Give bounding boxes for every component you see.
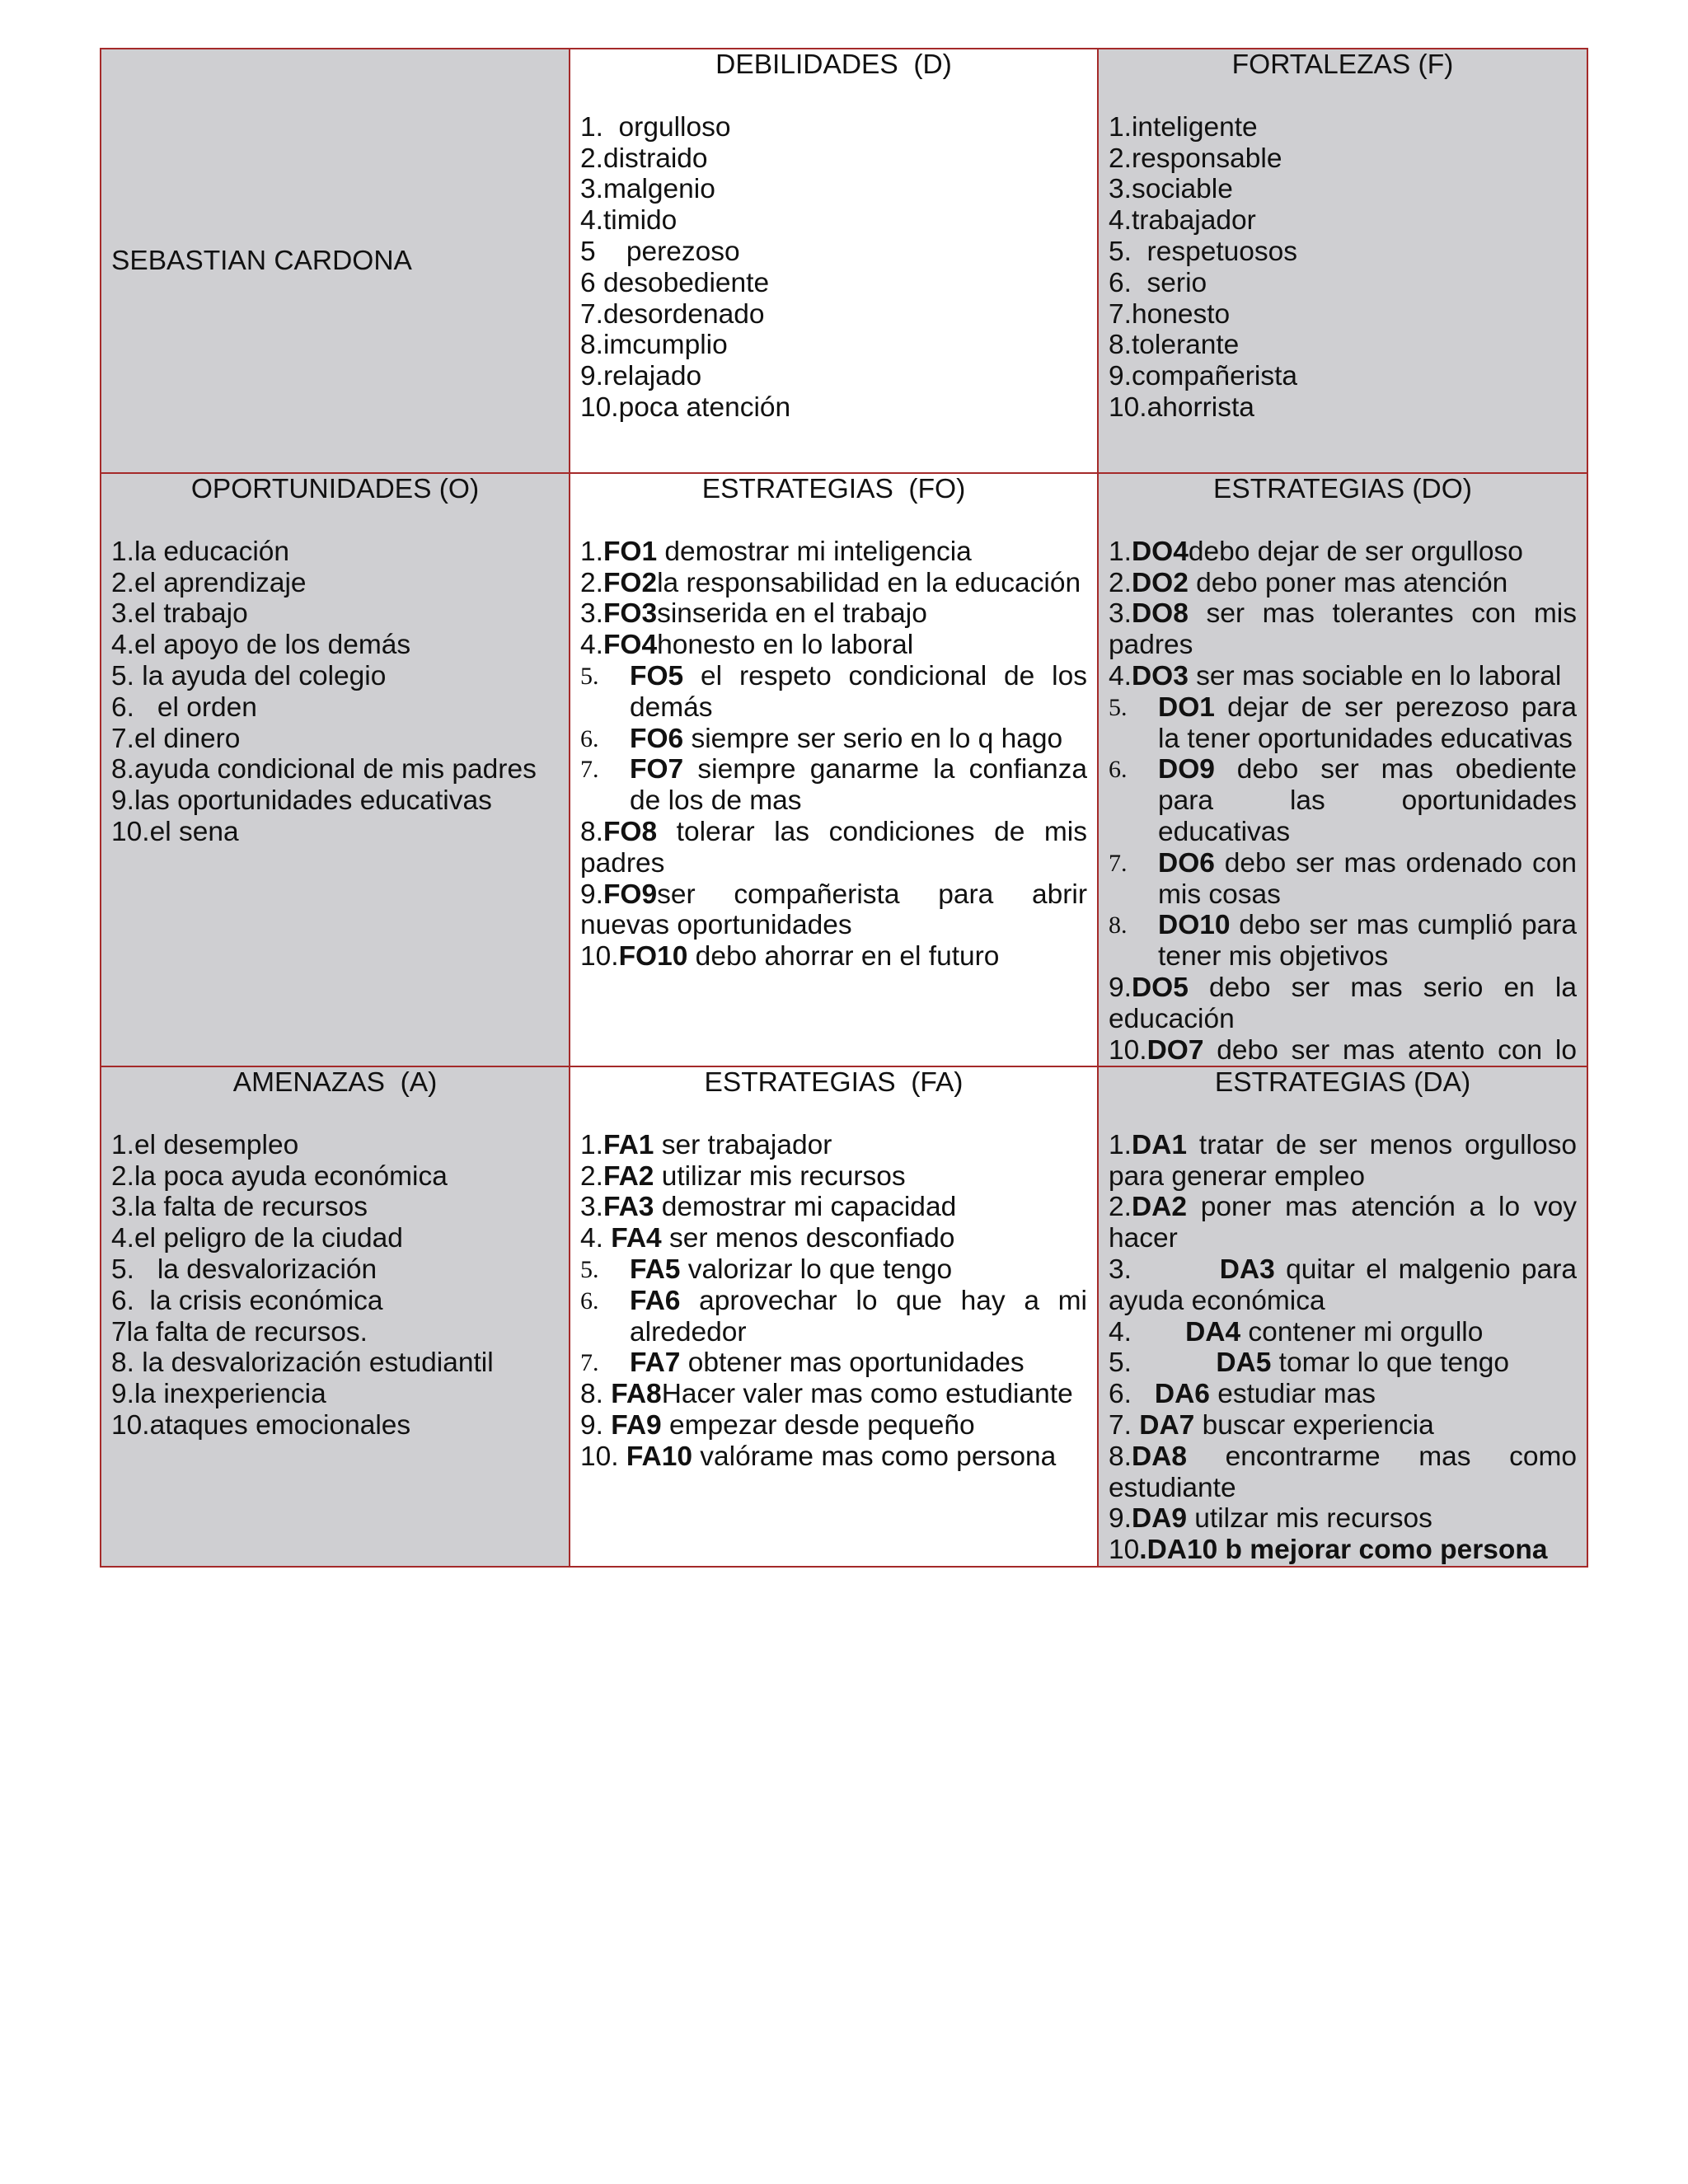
strategy-code: DO9 [1158, 754, 1215, 785]
item-prefix: 10 [1109, 1535, 1140, 1566]
item-prefix: 9. [580, 879, 603, 910]
strategy-code: FO2 [603, 567, 658, 598]
strategy-item [1109, 1130, 1577, 1193]
item-prefix: 9. [1109, 972, 1132, 1003]
list-item: 10.el sena [111, 816, 239, 847]
strategy-item [1109, 1254, 1577, 1317]
strategy-text: ser menos desconfiado [661, 1223, 955, 1254]
strategy-code: FO8 [603, 816, 658, 847]
list-item: 4.trabajador [1109, 205, 1256, 237]
item-prefix: 3. [580, 1192, 603, 1223]
item-number: 6. [1109, 756, 1128, 784]
strategy-text: siempre ser serio en lo q hago [683, 723, 1063, 754]
strategy-item [580, 1379, 1087, 1410]
strategy-code: DA6 [1154, 1379, 1210, 1410]
list-item: 10.ahorrista [1109, 391, 1254, 423]
item-prefix: 1. [1109, 536, 1132, 567]
strategy-code: FO5 [630, 660, 684, 691]
item-prefix: 2. [1109, 1192, 1132, 1223]
list-item: 5. respetuosos [1109, 236, 1298, 267]
strategy-item [580, 1192, 1087, 1223]
item-prefix: 1. [1109, 1129, 1132, 1160]
strategy-text: debo ser mas obediente para las oportunidades educativas [1158, 754, 1577, 847]
list-item: 6. el orden [111, 691, 257, 723]
strategy-item [1109, 1441, 1577, 1504]
item-number: 7. [580, 1349, 599, 1377]
foda-matrix [100, 48, 1588, 1568]
list-item: 2.el aprendizaje [111, 567, 307, 598]
fa-header: ESTRATEGIAS (FA) [704, 1067, 964, 1098]
fortalezas-list [1109, 112, 1577, 424]
strategy-code: DO3 [1131, 660, 1189, 691]
strategy-item [1109, 1535, 1577, 1566]
strategy-text: honesto en lo laboral [657, 630, 914, 661]
strategy-text: la responsabilidad en la educación [657, 567, 1081, 598]
strategy-item [1109, 910, 1577, 972]
strategy-text: el respeto condicional de los demás [630, 660, 1087, 723]
da-header: ESTRATEGIAS (DA) [1214, 1067, 1471, 1098]
strategy-text: aprovechar lo que hay a mi alrededor [630, 1285, 1087, 1347]
strategy-item [1109, 1379, 1577, 1410]
item-prefix: 2. [580, 1160, 603, 1192]
strategy-text: ser compañerista para abrir nuevas oportunidades [580, 879, 1087, 941]
strategy-code: FO6 [630, 723, 684, 754]
list-item: 8.tolerante [1109, 330, 1240, 361]
name-cell [101, 49, 570, 474]
list-item: 8.imcumplio [580, 330, 728, 361]
strategy-text: debo poner mas atención [1188, 567, 1508, 598]
strategy-code: DA2 [1131, 1192, 1187, 1223]
strategy-code: DO1 [1158, 691, 1215, 723]
list-item: 3.la falta de recursos [111, 1192, 368, 1223]
strategy-code: DA7 [1139, 1409, 1195, 1441]
strategy-code: DA3 [1219, 1254, 1275, 1285]
list-item: 9.las oportunidades educativas [111, 785, 492, 817]
strategy-text: valorizar lo que tengo [680, 1254, 953, 1285]
list-item: 7la falta de recursos. [111, 1316, 368, 1347]
strategy-code: FO3 [603, 598, 658, 630]
fo-header: ESTRATEGIAS (FO) [701, 474, 966, 504]
list-item: 8.ayuda condicional de mis padres [111, 754, 537, 785]
strategy-item [580, 661, 1087, 724]
strategy-item [1109, 692, 1577, 755]
item-prefix: 4. [1109, 660, 1132, 691]
strategy-code: DO4 [1131, 536, 1189, 567]
list-item: 2.distraido [580, 143, 708, 174]
strategy-text: tratar de ser menos orgulloso para generar empleo [1109, 1129, 1577, 1192]
strategy-text: obtener mas oportunidades [680, 1347, 1025, 1379]
strategy-item [580, 941, 1087, 972]
list-item: 10.poca atención [580, 391, 791, 423]
strategy-item [580, 1161, 1087, 1193]
strategy-item [1109, 1192, 1577, 1254]
list-item: 9.relajado [580, 361, 702, 392]
strategy-item [580, 724, 1087, 755]
strategy-code: .DA10 b mejorar como persona [1139, 1535, 1548, 1566]
strategy-item [580, 630, 1087, 661]
item-number: 7. [580, 756, 599, 784]
list-item: 3.el trabajo [111, 598, 248, 630]
item-number: 6. [580, 724, 599, 752]
list-item: 10.ataques emocionales [111, 1409, 411, 1441]
item-prefix: 4. [1109, 1316, 1186, 1347]
strategy-code: FA1 [603, 1129, 654, 1160]
item-prefix: 10. [1109, 1034, 1147, 1066]
item-number: 7. [1109, 849, 1128, 877]
strategy-text: Hacer valer mas como estudiante [661, 1379, 1073, 1410]
strategy-code: DA5 [1216, 1347, 1272, 1379]
list-item: 1.la educación [111, 536, 290, 567]
strategy-item [580, 879, 1087, 942]
strategy-text: ser trabajador [654, 1129, 832, 1160]
debilidades-cell [570, 49, 1099, 474]
strategy-item [1109, 1317, 1577, 1348]
da-list [1109, 1130, 1577, 1566]
item-prefix: 8. [1109, 1441, 1132, 1472]
item-prefix: 8. [580, 1379, 612, 1410]
strategy-text: empezar desde pequeño [661, 1409, 975, 1441]
strategy-code: FA2 [603, 1160, 654, 1192]
strategy-item [580, 598, 1087, 630]
list-item: 8. la desvalorización estudiantil [111, 1347, 494, 1379]
strategy-text: debo ser mas atento con lo [1217, 1034, 1577, 1066]
strategy-text: ser mas tolerantes con mis padres [1109, 598, 1577, 661]
strategy-code: FO9 [603, 879, 658, 910]
strategy-code: DA4 [1185, 1316, 1241, 1347]
list-item: 9.la inexperiencia [111, 1379, 326, 1410]
amenazas-list [111, 1130, 559, 1441]
strategy-text: debo dejar de ser orgulloso [1188, 536, 1523, 567]
list-item: 7.el dinero [111, 723, 241, 754]
strategy-text: utilzar mis recursos [1186, 1503, 1432, 1535]
strategy-item [580, 568, 1087, 599]
oportunidades-header: OPORTUNIDADES (O) [190, 474, 480, 504]
strategy-code: DO2 [1131, 567, 1189, 598]
fa-cell [570, 1067, 1099, 1566]
strategy-code: DA9 [1131, 1503, 1187, 1535]
fo-list [580, 537, 1087, 972]
item-prefix: 8. [580, 816, 603, 847]
strategy-text: dejar de ser perezoso para la tener oportunidades educativas [1158, 691, 1577, 754]
do-header: ESTRATEGIAS (DO) [1213, 474, 1472, 504]
item-prefix: 3. [580, 598, 603, 630]
strategy-code: DA1 [1131, 1129, 1187, 1160]
list-item: 3.malgenio [580, 174, 715, 205]
item-prefix: 4. [580, 630, 603, 661]
strategy-text: buscar experiencia [1194, 1409, 1434, 1441]
strategy-text: tomar lo que tengo [1271, 1347, 1510, 1379]
list-item: 4.el peligro de la ciudad [111, 1223, 403, 1254]
strategy-code: DO8 [1131, 598, 1189, 630]
list-item: 1. orgulloso [580, 111, 731, 143]
strategy-code: DO5 [1131, 972, 1189, 1003]
item-number: 5. [1109, 693, 1128, 721]
strategy-item [580, 1223, 1087, 1254]
list-item: 6. la crisis económica [111, 1285, 383, 1316]
list-item: 6 desobediente [580, 267, 770, 298]
list-item: 4.timido [580, 205, 678, 237]
oportunidades-cell [101, 474, 570, 1067]
strategy-item [1109, 754, 1577, 847]
fa-list [580, 1130, 1087, 1473]
item-prefix: 5. [1109, 1347, 1217, 1379]
item-prefix: 2. [580, 567, 603, 598]
strategy-item [580, 537, 1087, 568]
strategy-item [1109, 537, 1577, 568]
strategy-item [580, 1286, 1087, 1348]
item-prefix: 6. [1109, 1379, 1155, 1410]
student-name: SEBASTIAN CARDONA [111, 245, 412, 276]
strategy-code: FA5 [630, 1254, 681, 1285]
strategy-item [580, 1410, 1087, 1441]
item-prefix: 3. [1109, 598, 1132, 630]
strategy-item [1109, 972, 1577, 1035]
strategy-code: DO10 [1158, 910, 1231, 941]
strategy-item [1109, 1503, 1577, 1535]
strategy-code: DA8 [1131, 1441, 1187, 1472]
list-item: 1.inteligente [1109, 111, 1258, 143]
strategy-code: FA8 [611, 1379, 662, 1410]
strategy-text: poner mas atención a lo voy hacer [1109, 1192, 1577, 1254]
strategy-text: estudiar mas [1209, 1379, 1376, 1410]
strategy-code: FA6 [630, 1285, 681, 1316]
strategy-code: DO6 [1158, 847, 1215, 879]
item-number: 5. [580, 662, 599, 690]
strategy-code: FO1 [603, 536, 658, 567]
strategy-text: debo ahorrar en el futuro [687, 941, 1000, 972]
item-prefix: 10. [580, 1441, 626, 1472]
amenazas-header: AMENAZAS (A) [232, 1067, 438, 1098]
strategy-text: quitar el malgenio para ayuda económica [1109, 1254, 1577, 1316]
strategy-item [580, 1130, 1087, 1161]
item-prefix: 10. [580, 941, 619, 972]
strategy-code: FO10 [618, 941, 688, 972]
strategy-text: demostrar mi capacidad [654, 1192, 957, 1223]
debilidades-header: DEBILIDADES (D) [715, 49, 952, 80]
amenazas-cell [101, 1067, 570, 1566]
item-prefix: 1. [580, 536, 603, 567]
do-cell [1099, 474, 1587, 1067]
strategy-code: FA3 [603, 1192, 654, 1223]
debilidades-list [580, 112, 1087, 424]
item-prefix: 7. [1109, 1409, 1140, 1441]
strategy-text: utilizar mis recursos [654, 1160, 906, 1192]
list-item: 5. la ayuda del colegio [111, 660, 387, 691]
strategy-item [1109, 598, 1577, 661]
strategy-text: siempre ganarme la confianza de los de mas [630, 754, 1087, 817]
strategy-code: FA10 [626, 1441, 692, 1472]
strategy-code: DO7 [1146, 1034, 1204, 1066]
strategy-text: contener mi orgullo [1240, 1316, 1484, 1347]
list-item: 6. serio [1109, 267, 1207, 298]
strategy-text: debo ser mas cumplió para tener mis objetivos [1158, 910, 1577, 972]
strategy-item [1109, 661, 1577, 692]
fortalezas-header: FORTALEZAS (F) [1231, 49, 1454, 80]
list-item: 2.responsable [1109, 143, 1282, 174]
item-prefix: 9. [1109, 1503, 1132, 1535]
item-prefix: 2. [1109, 567, 1132, 598]
list-item: 3.sociable [1109, 174, 1233, 205]
strategy-text: debo ser mas ordenado con mis cosas [1158, 847, 1577, 910]
strategy-code: FO4 [603, 630, 658, 661]
list-item: 7.desordenado [580, 298, 765, 330]
item-prefix: 1. [580, 1129, 603, 1160]
do-list [1109, 537, 1577, 1097]
strategy-item [580, 754, 1087, 817]
oportunidades-list [111, 537, 559, 848]
strategy-item [580, 817, 1087, 879]
item-prefix: 3. [1109, 1254, 1220, 1285]
strategy-item [1109, 1347, 1577, 1379]
list-item: 9.compañerista [1109, 361, 1298, 392]
fortalezas-cell [1099, 49, 1587, 474]
strategy-code: FA9 [611, 1409, 662, 1441]
strategy-text: encontrarme mas como estudiante [1109, 1441, 1577, 1503]
strategy-text: tolerar las condiciones de mis padres [580, 816, 1087, 879]
item-number: 5. [580, 1255, 599, 1283]
strategy-item [580, 1347, 1087, 1379]
item-prefix: 4. [580, 1223, 612, 1254]
list-item: 5. la desvalorización [111, 1254, 377, 1285]
list-item: 4.el apoyo de los demás [111, 630, 411, 661]
fo-cell [570, 474, 1099, 1067]
strategy-text: debo ser mas serio en la educación [1109, 972, 1577, 1034]
item-prefix: 9. [580, 1409, 612, 1441]
strategy-text: ser mas sociable en lo laboral [1188, 660, 1562, 691]
strategy-item [1109, 848, 1577, 911]
list-item: 7.honesto [1109, 298, 1231, 330]
strategy-item [580, 1254, 1087, 1286]
list-item: 5 perezoso [580, 236, 740, 267]
strategy-code: FA7 [630, 1347, 681, 1379]
item-number: 6. [580, 1286, 599, 1315]
list-item: 1.el desempleo [111, 1129, 299, 1160]
strategy-text: valórame mas como persona [692, 1441, 1057, 1472]
item-number: 8. [1109, 912, 1128, 940]
strategy-item [1109, 568, 1577, 599]
da-cell [1099, 1067, 1587, 1566]
strategy-text: sinserida en el trabajo [657, 598, 927, 630]
strategy-item [1109, 1410, 1577, 1441]
strategy-item [580, 1441, 1087, 1473]
strategy-code: FA4 [611, 1223, 662, 1254]
list-item: 2.la poca ayuda económica [111, 1160, 448, 1192]
strategy-code: FO7 [630, 754, 684, 785]
strategy-text: demostrar mi inteligencia [657, 536, 972, 567]
